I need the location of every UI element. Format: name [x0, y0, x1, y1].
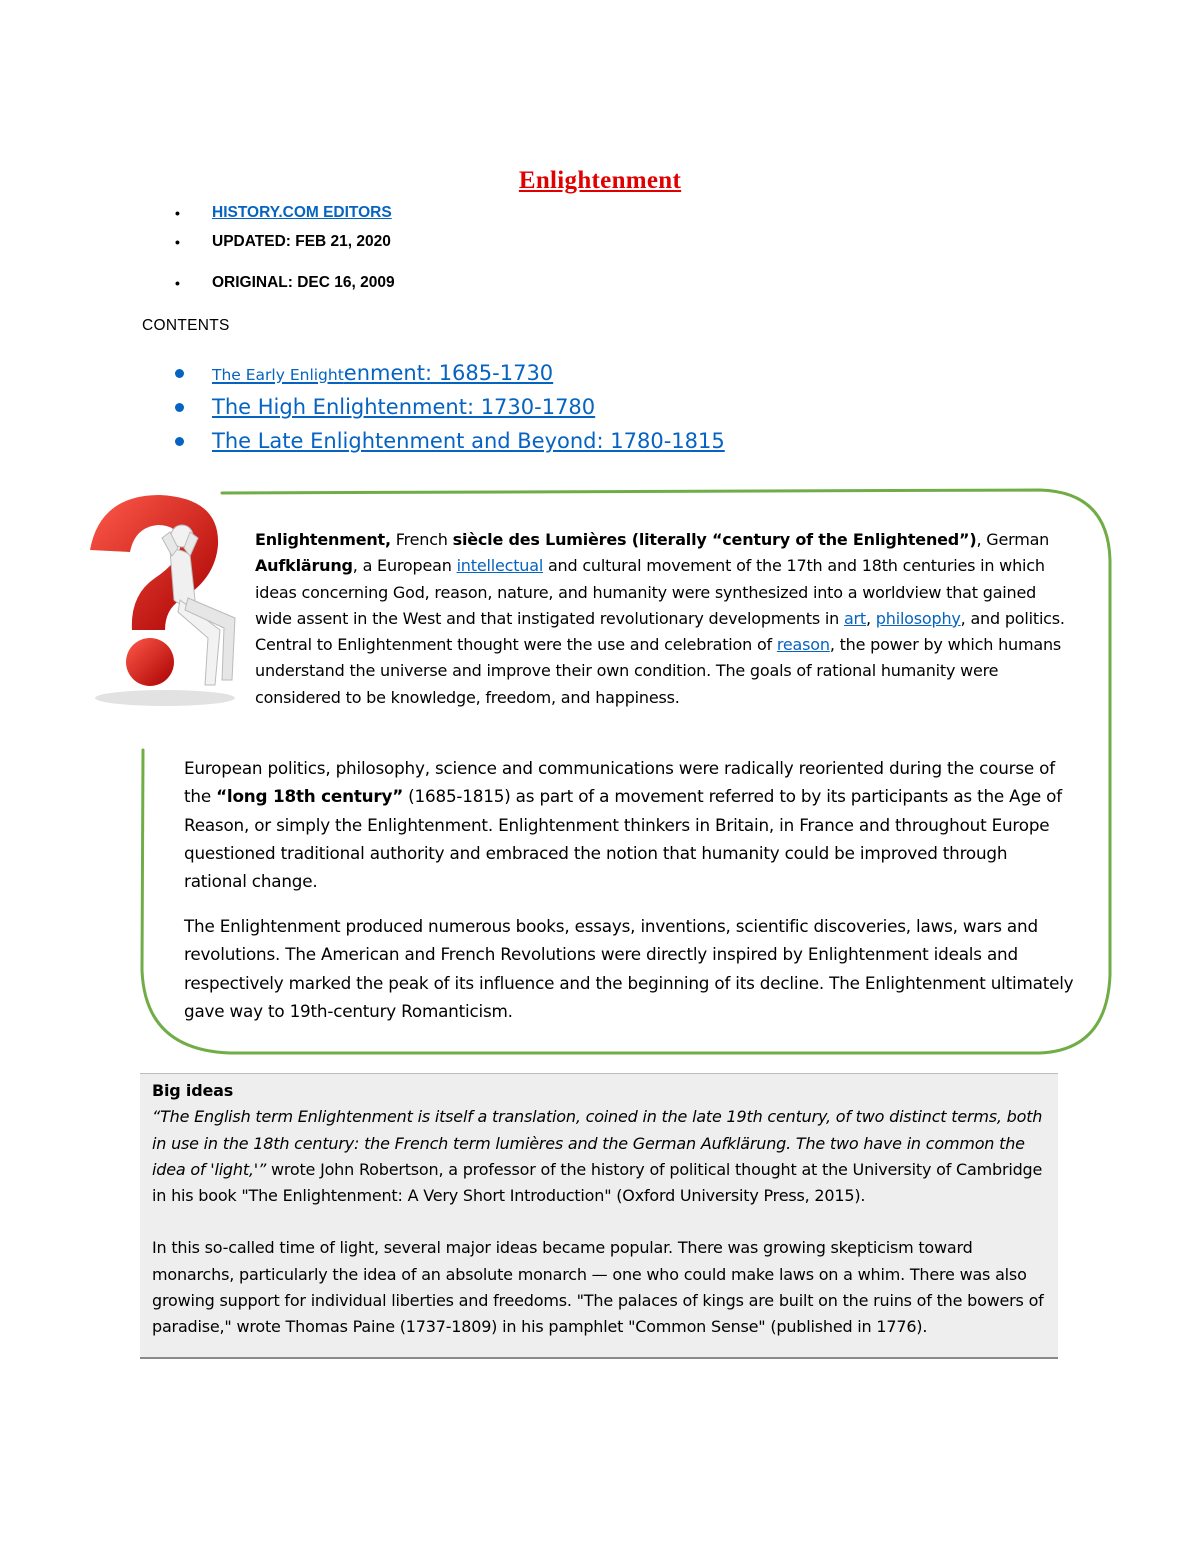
updated-date: UPDATED: FEB 21, 2020	[212, 233, 391, 250]
bullet-icon: •	[175, 275, 180, 291]
big-ideas-heading: Big ideas	[152, 1081, 234, 1100]
long-18th-century-paragraph: European politics, philosophy, science and communications were radically reoriented during the course of the “long 18th century” (1685-1815) as part of a movement referred to by its participants as the Age of Reason, or simply the Enlightenment. Enlightenment thinkers in Britain, in France and throughout Europe questioned traditional authority and embraced the notion that humanity could be improved through rational change.	[184, 758, 1062, 892]
bullet-icon: •	[175, 205, 180, 221]
link-reason[interactable]: reason	[776, 635, 830, 655]
revolutions-paragraph: The Enlightenment produced numerous books, essays, inventions, scientific discoveries, laws, wars and revolutions. The American and French Revolutions were directly inspired by Enlightenment ideals and respectively marked the peak of its influence and the beginning of its decline. The Enlightenment ultimately gave way to 19th-century Romanticism.	[184, 916, 1074, 1021]
toc-link-high[interactable]: The High Enlightenment: 1730-1780	[212, 395, 596, 419]
intro-paragraph: Enlightenment, French siècle des Lumières (literally “century of the Enlightened”), German Aufklärung, a European intellectual and cultural movement of the 17th and 18th centuries in which ideas concerning God, reason, nature, and humanity were synthesized into a worldview that gained wide assent in the West and that instigated revolutionary developments in art, philosophy, and politics. Central to Enlightenment thought were the use and celebration of reason, the power by which humans understand the universe and improve their own condition. The goals of rational humanity were considered to be knowledge, freedom, and happiness.	[255, 530, 1065, 707]
toc-link-early[interactable]: The Early Enlightenment: 1685-1730	[212, 361, 554, 385]
bullet-icon	[175, 403, 184, 412]
big-ideas-box	[140, 1073, 1058, 1359]
meta-author	[175, 203, 395, 223]
bullet-icon	[175, 369, 184, 378]
link-art[interactable]: art	[843, 608, 867, 628]
bullet-icon	[175, 437, 184, 446]
contents-label: CONTENTS	[142, 317, 230, 334]
big-ideas-quote: “The English term Enlightenment is itself a translation, coined in the late 19th century, of two distinct terms, both in use in the 18th century: the French term lumières and the German Aufklärung. The two have in common the idea of 'light,'” wrote John Robertson, a professor of the history of political thought at the University of Cambridge in his book "The Enlightenment: A Very Short Introduction" (Oxford University Press, 2015).	[152, 1107, 1043, 1206]
bullet-icon: •	[175, 234, 180, 250]
toc-item	[175, 357, 725, 391]
meta-list	[175, 203, 395, 291]
table-of-contents	[175, 357, 725, 459]
link-intellectual[interactable]: intellectual	[456, 556, 544, 576]
toc-item	[175, 391, 725, 425]
toc-item	[175, 425, 725, 459]
author-link[interactable]: HISTORY.COM EDITORS	[212, 204, 392, 221]
meta-original	[175, 273, 395, 293]
question-mark-figure-icon	[70, 490, 260, 710]
link-philosophy[interactable]: philosophy	[875, 608, 961, 628]
page-title: Enlightenment	[518, 167, 682, 194]
original-date: ORIGINAL: DEC 16, 2009	[212, 274, 395, 291]
meta-updated	[175, 232, 395, 252]
big-ideas-paragraph: In this so-called time of light, several major ideas became popular. There was growing skepticism toward monarchs, particularly the idea of an absolute monarch — one who could make laws on a whim. There was also growing support for individual liberties and freedoms. "The palaces of kings are built on the ruins of the bowers of paradise," wrote Thomas Paine (1737-1809) in his pamphlet "Common Sense" (published in 1776).	[152, 1238, 1044, 1337]
toc-link-late[interactable]: The Late Enlightenment and Beyond: 1780-1815	[212, 429, 725, 453]
